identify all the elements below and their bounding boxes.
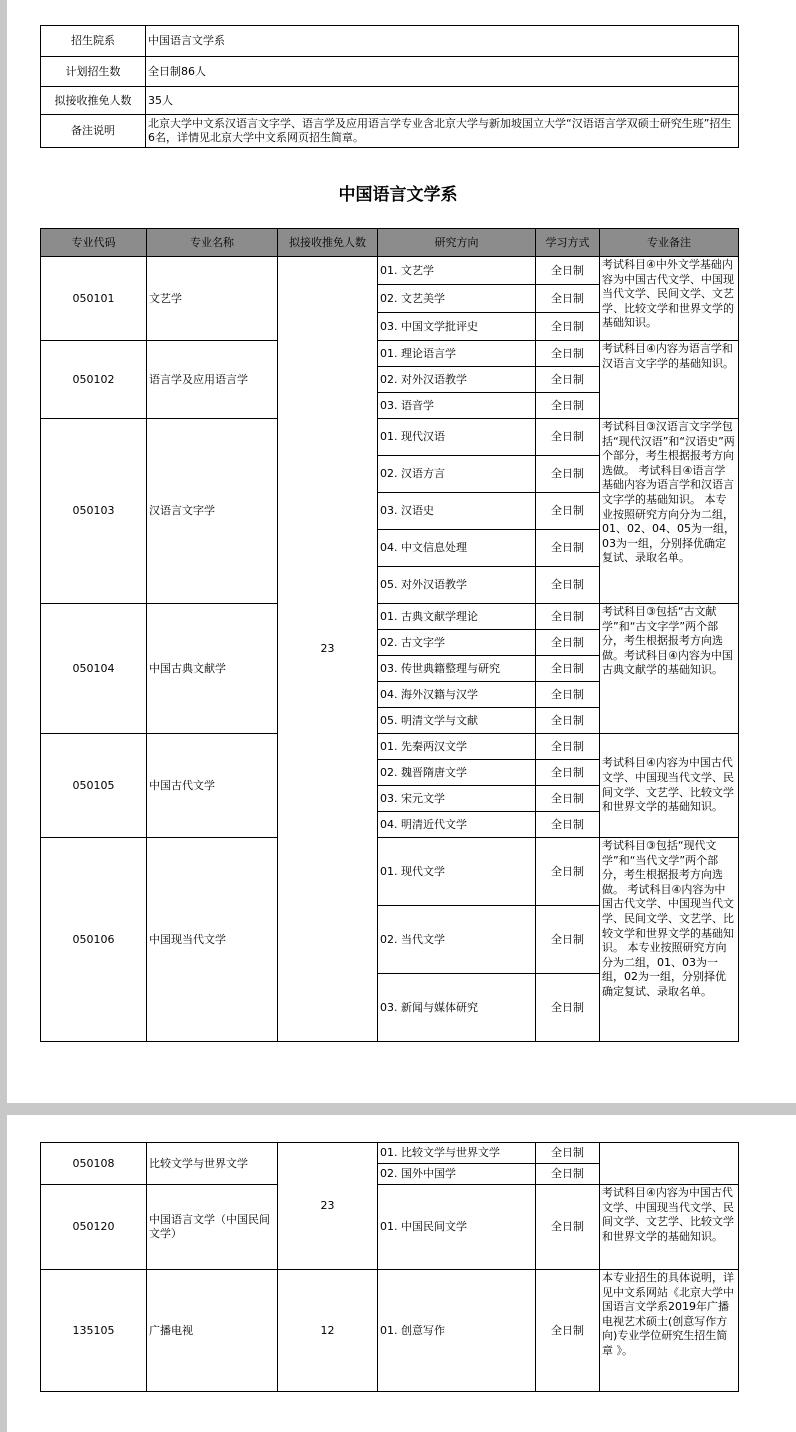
study-mode: 全日制 [536, 682, 600, 708]
study-mode: 全日制 [536, 313, 600, 341]
direction: 01. 理论语言学 [378, 341, 536, 367]
table-row [41, 419, 739, 456]
header-cell: 专业代码 [41, 229, 147, 257]
study-mode: 全日制 [536, 257, 600, 285]
major-name: 语言学及应用语言学 [147, 341, 278, 419]
direction: 03. 语音学 [378, 393, 536, 419]
table-row [41, 1270, 739, 1392]
study-mode: 全日制 [536, 838, 600, 906]
direction: 02. 文艺美学 [378, 285, 536, 313]
direction: 04. 明清近代文学 [378, 812, 536, 838]
left-margin-bar [0, 0, 7, 1103]
direction: 03. 传世典籍整理与研究 [378, 656, 536, 682]
table-row [41, 604, 739, 630]
study-mode: 全日制 [536, 604, 600, 630]
major-name: 中国古典文献学 [147, 604, 278, 734]
direction: 01. 先秦两汉文学 [378, 734, 536, 760]
study-mode: 全日制 [536, 760, 600, 786]
direction: 05. 明清文学与文献 [378, 708, 536, 734]
direction: 02. 魏晋隋唐文学 [378, 760, 536, 786]
study-mode: 全日制 [536, 341, 600, 367]
section-title: 中国语言文学系 [338, 185, 458, 205]
major-note: 考试科目④中外文学基础内容为中国古代文学、中国现当代文学、民间文学、文艺学、比较文学和世界文学的基础知识。 [600, 257, 739, 341]
study-mode: 全日制 [536, 285, 600, 313]
direction: 05. 对外汉语教学 [378, 567, 536, 604]
direction: 01. 创意写作 [378, 1270, 536, 1392]
major-note: 考试科目③汉语言文字学包括“现代汉语”和“汉语史”两个部分，考生根据报考方向选做。 考试科目④语言学基础内容为语言学和汉语言文字学的基础知识。 本专业按照研究方向分为二组，01、02、04、05为一组，03为一组，分别择优确定复试、录取名单。 [600, 419, 739, 604]
major-code: 050106 [41, 838, 147, 1042]
table-row [41, 1143, 739, 1164]
major-code: 050120 [41, 1185, 147, 1270]
direction: 02. 当代文学 [378, 906, 536, 974]
study-mode: 全日制 [536, 974, 600, 1042]
recommend-count: 12 [278, 1270, 378, 1392]
study-mode: 全日制 [536, 708, 600, 734]
major-name: 中国古代文学 [147, 734, 278, 838]
study-mode: 全日制 [536, 493, 600, 530]
major-code: 050101 [41, 257, 147, 341]
major-note [600, 1143, 739, 1185]
major-name: 广播电视 [147, 1270, 278, 1392]
header-cell: 专业备注 [600, 229, 739, 257]
direction: 01. 文艺学 [378, 257, 536, 285]
table-row [41, 257, 739, 285]
table-row [41, 838, 739, 906]
table-row [41, 341, 739, 367]
table-row [41, 1185, 739, 1270]
major-code: 050105 [41, 734, 147, 838]
direction: 03. 中国文学批评史 [378, 313, 536, 341]
study-mode: 全日制 [536, 419, 600, 456]
info-label: 招生院系 [41, 26, 146, 57]
info-value: 中国语言文学系 [146, 26, 739, 57]
study-mode: 全日制 [536, 530, 600, 567]
table-row [41, 734, 739, 760]
info-value: 全日制86人 [146, 57, 739, 87]
major-code: 050102 [41, 341, 147, 419]
direction: 01. 现代汉语 [378, 419, 536, 456]
major-note: 考试科目④内容为语言学和汉语言文字学的基础知识。 [600, 341, 739, 419]
major-code: 050103 [41, 419, 147, 604]
direction: 04. 海外汉籍与汉学 [378, 682, 536, 708]
study-mode: 全日制 [536, 567, 600, 604]
recommend-count: 23 [278, 257, 378, 1042]
major-note: 考试科目④内容为中国古代文学、中国现当代文学、民间文学、文艺学、比较文学和世界文学的基础知识。 [600, 734, 739, 838]
page-gap [0, 1103, 796, 1115]
major-name: 中国语言文学（中国民间文学） [147, 1185, 278, 1270]
major-name: 中国现当代文学 [147, 838, 278, 1042]
direction: 02. 古文字学 [378, 630, 536, 656]
major-name: 比较文学与世界文学 [147, 1143, 278, 1185]
study-mode: 全日制 [536, 1185, 600, 1270]
major-name: 文艺学 [147, 257, 278, 341]
direction: 02. 汉语方言 [378, 456, 536, 493]
direction: 01. 中国民间文学 [378, 1185, 536, 1270]
header-cell: 拟接收推免人数 [278, 229, 378, 257]
study-mode: 全日制 [536, 1270, 600, 1392]
majors-table [40, 228, 739, 1042]
major-code: 050104 [41, 604, 147, 734]
info-value: 35人 [146, 87, 739, 115]
study-mode: 全日制 [536, 630, 600, 656]
major-name: 汉语言文字学 [147, 419, 278, 604]
left-margin-bar-2 [0, 1115, 7, 1432]
direction: 01. 古典文献学理论 [378, 604, 536, 630]
direction: 01. 比较文学与世界文学 [378, 1143, 536, 1164]
majors-table-continued [40, 1142, 739, 1392]
direction: 03. 汉语史 [378, 493, 536, 530]
study-mode: 全日制 [536, 393, 600, 419]
header-cell: 专业名称 [147, 229, 278, 257]
major-code: 050108 [41, 1143, 147, 1185]
direction: 02. 对外汉语教学 [378, 367, 536, 393]
study-mode: 全日制 [536, 734, 600, 760]
info-label: 拟接收推免人数 [41, 87, 146, 115]
study-mode: 全日制 [536, 786, 600, 812]
direction: 03. 新闻与媒体研究 [378, 974, 536, 1042]
table-header-row [41, 229, 739, 257]
study-mode: 全日制 [536, 1143, 600, 1164]
info-table [40, 25, 739, 148]
info-label: 备注说明 [41, 115, 146, 148]
major-note: 考试科目③包括“现代文学”和“当代文学”两个部分，考生根据报考方向选做。 考试科目④内容为中国古代文学、中国现当代文学、民间文学、文艺学、比较文学和世界文学的基础知识。 本专业按照研究方向分为二组，01、03为一组，02为一组，分别择优确定复试、录取名单。 [600, 838, 739, 1042]
direction: 03. 宋元文学 [378, 786, 536, 812]
recommend-count: 23 [278, 1143, 378, 1270]
study-mode: 全日制 [536, 367, 600, 393]
info-value: 北京大学中文系汉语言文字学、语言学及应用语言学专业含北京大学与新加坡国立大学“汉语语言学双硕士研究生班”招生6名，详情见北京大学中文系网页招生简章。 [146, 115, 739, 148]
info-label: 计划招生数 [41, 57, 146, 87]
study-mode: 全日制 [536, 1164, 600, 1185]
major-note: 考试科目③包括“古文献学”和“古文字学”两个部分，考生根据报考方向选做。考试科目④内容为中国古典文献学的基础知识。 [600, 604, 739, 734]
study-mode: 全日制 [536, 456, 600, 493]
header-cell: 学习方式 [536, 229, 600, 257]
study-mode: 全日制 [536, 906, 600, 974]
study-mode: 全日制 [536, 812, 600, 838]
direction: 01. 现代文学 [378, 838, 536, 906]
direction: 04. 中文信息处理 [378, 530, 536, 567]
major-note: 考试科目④内容为中国古代文学、中国现当代文学、民间文学、文艺学、比较文学和世界文学的基础知识。 [600, 1185, 739, 1270]
header-cell: 研究方向 [378, 229, 536, 257]
major-note: 本专业招生的具体说明，详见中文系网站《北京大学中国语言文学系2019年广播电视艺术硕士(创意写作方向)专业学位研究生招生简章 》。 [600, 1270, 739, 1392]
study-mode: 全日制 [536, 656, 600, 682]
major-code: 135105 [41, 1270, 147, 1392]
direction: 02. 国外中国学 [378, 1164, 536, 1185]
